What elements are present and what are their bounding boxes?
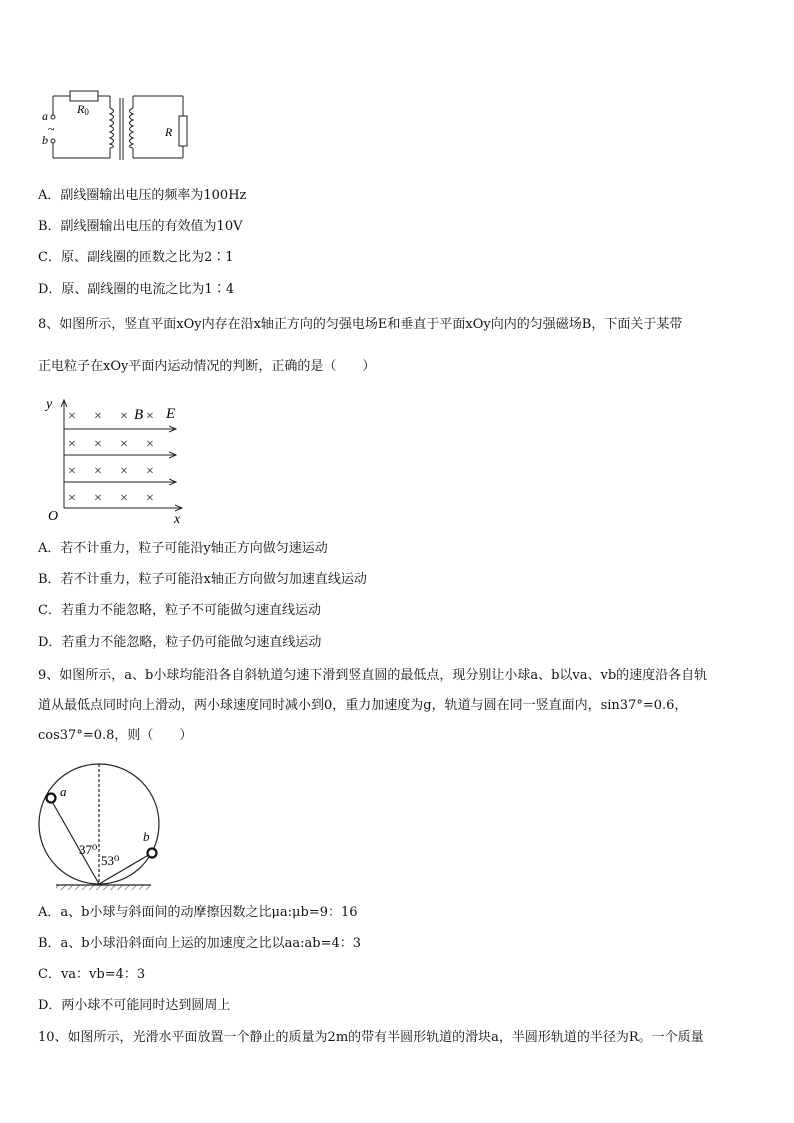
- b-field-label: B: [134, 407, 144, 423]
- r-label: R: [165, 125, 173, 139]
- r0-label: [76, 102, 89, 117]
- q8-option-b[interactable]: B．若不计重力，粒子可能沿x轴正方向做匀加速直线运动: [38, 572, 367, 587]
- cross: ×: [94, 409, 102, 424]
- angle-53-label: 53⁰: [101, 853, 120, 868]
- ball-b-label: b: [143, 829, 150, 844]
- q9-option-c[interactable]: C．va：vb=4：3: [38, 967, 146, 982]
- terminal-a: a: [42, 109, 48, 123]
- cross: ×: [120, 491, 128, 506]
- q10-stem-line1: 10、如图所示，光滑水平面放置一个静止的质量为2m的带有半圆形轨道的滑块a，半圆形轨道的半径为R。一个质量: [38, 1030, 704, 1045]
- cross: ×: [94, 464, 102, 479]
- q9-stem-line1: 9、如图所示，a、b小球均能沿各自斜轨道匀速下滑到竖直圆的最低点，现分别让小球a、b以va、vb的速度沿各自轨: [38, 668, 708, 683]
- ac-source-symbol: ~: [48, 122, 55, 136]
- transformer-circuit-figure: [40, 86, 200, 166]
- q9-option-a[interactable]: A．a、b小球与斜面间的动摩擦因数之比μa:μb=9：16: [38, 905, 358, 920]
- cross: ×: [120, 409, 128, 424]
- angle-37-label: 37⁰: [79, 842, 98, 857]
- cross: ×: [146, 491, 154, 506]
- cross: ×: [120, 437, 128, 452]
- q9-option-d[interactable]: D．两小球不可能同时达到圆周上: [38, 998, 231, 1013]
- cross: ×: [120, 464, 128, 479]
- q7-option-b[interactable]: B．副线圈输出电压的有效值为10V: [38, 219, 243, 234]
- q7-option-c[interactable]: C．原、副线圈的匝数之比为2∶1: [38, 250, 234, 265]
- ball-a-label: a: [60, 784, 67, 799]
- q8-option-a[interactable]: A．若不计重力，粒子可能沿y轴正方向做匀速运动: [38, 541, 328, 556]
- q8-option-d[interactable]: D．若重力不能忽略，粒子仍可能做匀速直线运动: [38, 635, 322, 650]
- cross: ×: [146, 409, 154, 424]
- x-axis-label: x: [174, 512, 181, 527]
- cross: ×: [68, 491, 76, 506]
- q9-option-b[interactable]: B．a、b小球沿斜面向上运的加速度之比以aa:ab=4：3: [38, 936, 362, 951]
- cross: ×: [146, 464, 154, 479]
- q7-option-d[interactable]: D．原、副线圈的电流之比为1∶4: [38, 282, 234, 297]
- cross: ×: [94, 437, 102, 452]
- cross: ×: [68, 464, 76, 479]
- q9-stem-line2: 道从最低点同时向上滑动，两小球速度同时减小到0，重力加速度为g，轨道与圆在同一竖直面内，sin37°=0.6，: [38, 698, 688, 713]
- terminal-b: b: [42, 133, 48, 147]
- cross: ×: [94, 491, 102, 506]
- cross: ×: [68, 409, 76, 424]
- em-field-figure: [40, 392, 200, 528]
- q7-option-a[interactable]: A．副线圈输出电压的频率为100Hz: [38, 188, 247, 203]
- e-field-label: E: [166, 406, 176, 422]
- cross: ×: [146, 437, 154, 452]
- q8-stem-line1: 8、如图所示，竖直平面xOy内存在沿x轴正方向的匀强电场E和垂直于平面xOy向内的匀强磁场B，下面关于某带: [38, 317, 683, 332]
- r0-label-sub: 0: [84, 107, 89, 117]
- magnetic-field-crosses: [68, 409, 154, 506]
- r0-label-main: R: [77, 102, 85, 116]
- q9-stem-line3: cos37°=0.8，则（ ）: [38, 728, 193, 743]
- cross: ×: [68, 437, 76, 452]
- y-axis-label: y: [46, 397, 53, 412]
- q8-stem-line2: 正电粒子在xOy平面内运动情况的判断，正确的是（ ）: [38, 359, 376, 374]
- vertical-circle-figure: [36, 752, 166, 897]
- origin-label: O: [48, 509, 59, 524]
- q8-option-c[interactable]: C．若重力不能忽略，粒子不可能做匀速直线运动: [38, 603, 321, 618]
